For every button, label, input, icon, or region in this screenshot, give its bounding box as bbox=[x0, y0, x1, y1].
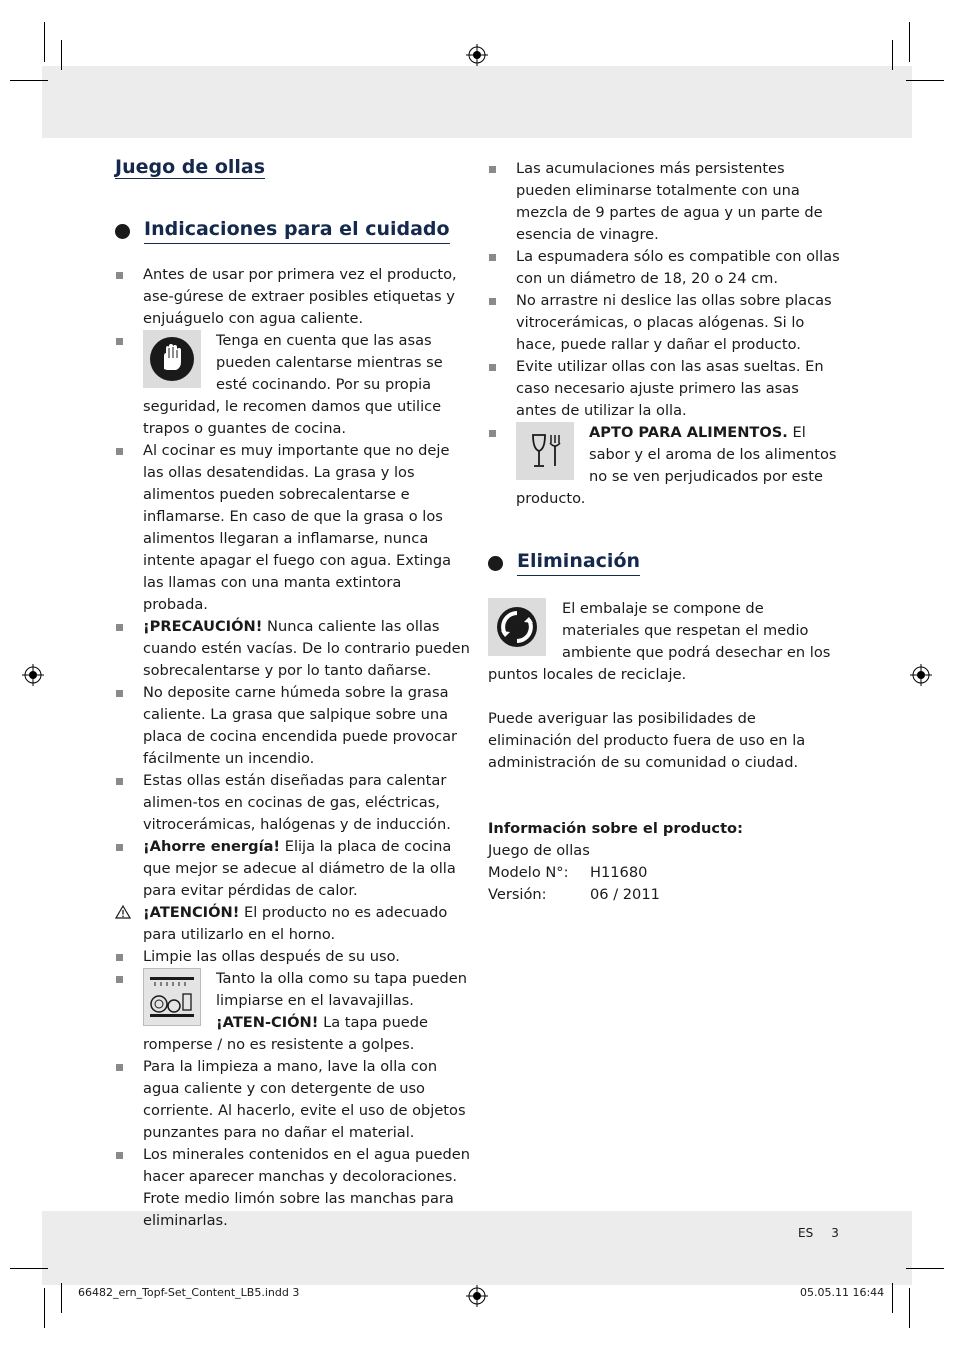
list-item: Limpie las ollas después de su uso. bbox=[115, 946, 470, 968]
footer-filename: 66482_ern_Topf-Set_Content_LB5.indd 3 bbox=[78, 1286, 300, 1299]
disposal-info-paragraph: Puede averiguar las posibilidades de eliminación del producto fuera de uso en la administración de su comunidad o ciudad. bbox=[488, 710, 806, 771]
product-info bbox=[488, 818, 843, 906]
list-item: Antes de usar por primera vez el producto, ase-gúrese de extraer posibles etiquetas y enjuáguelo con agua caliente. bbox=[115, 264, 470, 330]
list-item: ¡PRECAUCIÓN! Nunca caliente las ollas cuando estén vacías. De lo contrario pueden sobrecalentarse y por lo tanto dañarse. bbox=[115, 616, 470, 682]
list-item: ¡Ahorre energía! Elija la placa de cocina que mejor se adecue al diámetro de la olla para evitar pérdidas de calor. bbox=[115, 836, 470, 902]
list-item: Para la limpieza a mano, lave la olla con agua caliente y con detergente de uso corriente. Al hacerlo, evite el uso de objetos punzantes para no dañar el material. bbox=[115, 1056, 470, 1144]
list-item: APTO PARA ALIMENTOS. El sabor y el aroma de los alimentos no se ven perjudicados por este producto. bbox=[488, 422, 843, 510]
section-heading-disposal bbox=[488, 550, 843, 576]
section-heading-care bbox=[115, 218, 470, 244]
list-item: No deposite carne húmeda sobre la grasa caliente. La grasa que salpique sobre una placa de cocina encendida puede provocar fácilmente un incendio. bbox=[115, 682, 470, 770]
registration-mark-icon bbox=[466, 1285, 488, 1307]
list-item: Los minerales contenidos en el agua pueden hacer aparecer manchas y decoloraciones. Frote medio limón sobre las manchas para eliminarlas. bbox=[115, 1144, 470, 1232]
warning-triangle-icon bbox=[115, 905, 131, 919]
footer-date: 05.05.11 16:44 bbox=[800, 1286, 885, 1299]
glove-icon bbox=[143, 330, 201, 388]
product-name: Juego de ollas bbox=[488, 842, 590, 859]
list-item: No arrastre ni deslice las ollas sobre placas vitrocerámicas, o placas alógenas. Si lo hace, puede rallar y dañar el producto. bbox=[488, 290, 843, 356]
version-row: Versión: 06 / 2011 bbox=[488, 886, 660, 903]
care-heading-text: Indicaciones para el cuidado bbox=[144, 218, 450, 244]
product-info-heading: Información sobre el producto: bbox=[488, 820, 743, 837]
model-row: Modelo N°: H11680 bbox=[488, 864, 648, 881]
registration-mark-icon bbox=[910, 664, 932, 686]
list-item: ¡ATENCIÓN! El producto no es adecuado para utilizarlo en el horno. bbox=[115, 902, 470, 946]
packaging-paragraph: El embalaje se compone de materiales que respetan el medio ambiente que podrá desechar en los puntos locales de reciclaje. bbox=[488, 600, 831, 683]
list-item: Tanto la olla como su tapa pueden limpiarse en el lavavajillas. ¡ATEN-CIÓN! La tapa puede romperse / no es resistente a golpes. bbox=[115, 968, 470, 1056]
page-title: Juego de ollas bbox=[115, 156, 266, 178]
bullet-dot-icon bbox=[488, 556, 503, 571]
header-band bbox=[42, 66, 912, 138]
list-item: Evite utilizar ollas con las asas sueltas. En caso necesario ajuste primero las asas antes de utilizar la olla. bbox=[488, 356, 843, 422]
registration-mark-icon bbox=[22, 664, 44, 686]
list-item: Al cocinar es muy importante que no deje las ollas desatendidas. La grasa y los alimentos pueden sobrecalentarse e inflamarse. En caso de que la grasa o los alimentos llegaran a inflamarse, nunca intente apagar el fuego con agua. Extinga las llamas con una manta extintora probada. bbox=[115, 440, 470, 616]
list-item: La espumadera sólo es compatible con ollas con un diámetro de 18, 20 o 24 cm. bbox=[488, 246, 843, 290]
disposal-heading-text: Eliminación bbox=[517, 550, 640, 576]
dishwasher-icon bbox=[143, 968, 201, 1026]
page-number: ES 3 bbox=[798, 1226, 839, 1240]
right-column bbox=[488, 158, 843, 906]
registration-mark-icon bbox=[466, 44, 488, 66]
green-dot-recycle-icon bbox=[488, 598, 546, 656]
list-item: Estas ollas están diseñadas para calentar alimen-tos en cocinas de gas, eléctricas, vitrocerámicas, halógenas y de inducción. bbox=[115, 770, 470, 836]
bullet-dot-icon bbox=[115, 224, 130, 239]
list-item: Tenga en cuenta que las asas pueden calentarse mientras se esté cocinando. Por su propia seguridad, le recomen damos que utilice trapos o guantes de cocina. bbox=[115, 330, 470, 440]
list-item: Las acumulaciones más persistentes pueden eliminarse totalmente con una mezcla de 9 partes de agua y un parte de esencia de vinagre. bbox=[488, 158, 843, 246]
left-column bbox=[115, 150, 470, 1232]
food-safe-icon bbox=[516, 422, 574, 480]
